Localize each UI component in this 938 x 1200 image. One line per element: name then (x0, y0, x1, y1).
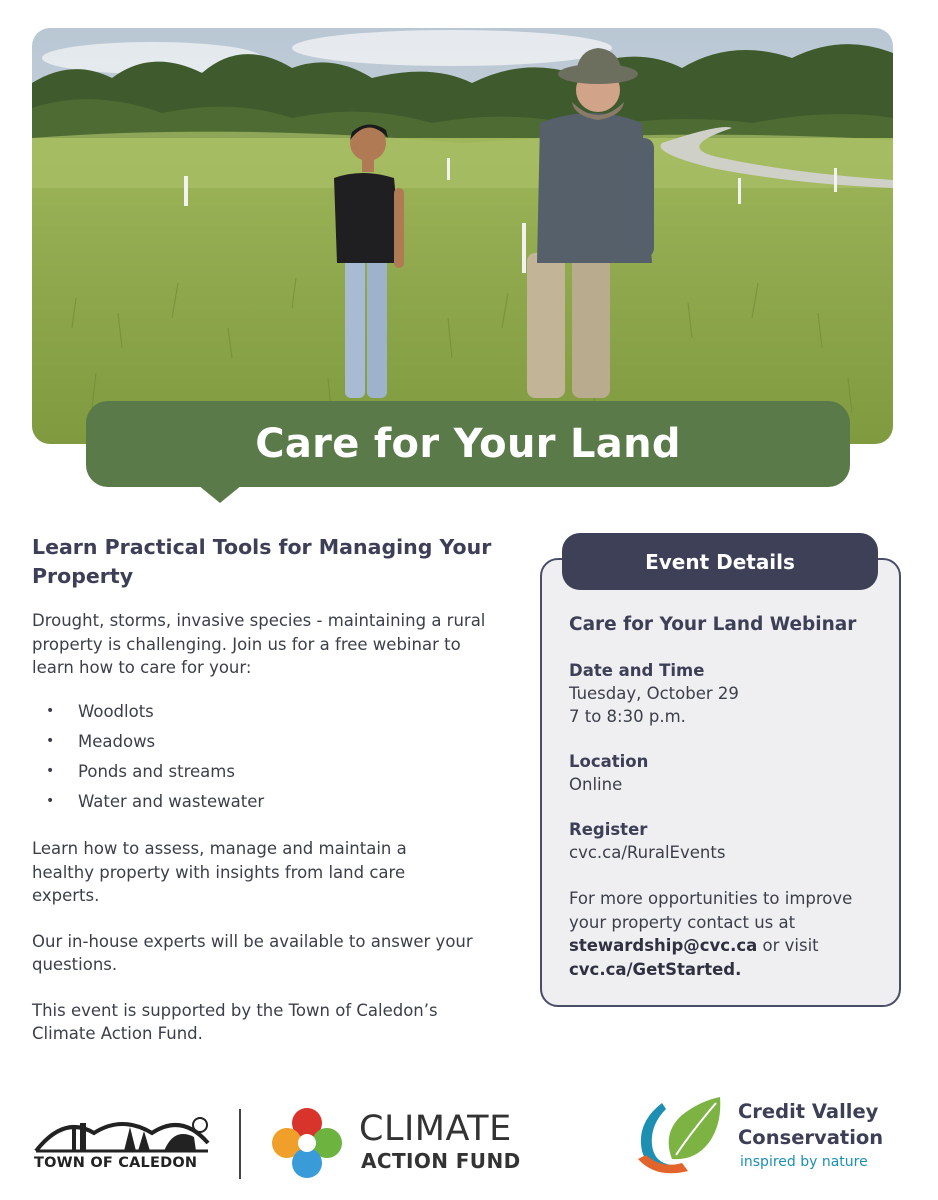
caf-line1: CLIMATE (359, 1109, 512, 1149)
logo-divider (239, 1109, 241, 1179)
list-item: • Woodlots (32, 700, 502, 724)
event-details-title: Event Details (645, 549, 795, 574)
more-text-1: For more opportunities to improve your property contact us at (569, 889, 853, 932)
page-title: Care for Your Land (255, 421, 681, 467)
location-value: Online (569, 775, 623, 794)
cvc-tagline: inspired by nature (740, 1154, 868, 1170)
time-value: 7 to 8:30 p.m. (569, 707, 686, 726)
list-item: • Meadows (32, 730, 502, 754)
town-of-caledon-logo (34, 1113, 210, 1153)
more-info-text (569, 887, 879, 981)
cvc-name (738, 1099, 883, 1151)
get-started-link[interactable]: cvc.ca/GetStarted. (569, 959, 742, 979)
caf-line2: ACTION FUND (361, 1149, 521, 1173)
intro-paragraph: Drought, storms, invasive species - maintaining a rural property is challenging. Join us for a free webinar to learn how to care for your: (32, 611, 486, 677)
date-label: Date and Time (569, 661, 705, 680)
climate-action-fund-icon (270, 1106, 344, 1180)
topics-list (32, 700, 502, 814)
location-label: Location (569, 752, 649, 771)
date-value: Tuesday, October 29 (569, 684, 739, 703)
title-banner (86, 401, 850, 487)
list-item: • Ponds and streams (32, 760, 502, 784)
register-block (569, 818, 879, 864)
support-paragraph: This event is supported by the Town of Caledon’s Climate Action Fund. (32, 1000, 438, 1043)
experts-paragraph: Our in-house experts will be available to answer your questions. (32, 931, 473, 974)
banner-pointer (198, 485, 242, 503)
credit-valley-conservation-leaf-icon (632, 1093, 724, 1177)
event-details-body (569, 612, 879, 981)
register-label: Register (569, 820, 648, 839)
meadow-photo-illustration (32, 28, 893, 444)
caledon-name: TOWN OF CALEDON (34, 1155, 198, 1171)
register-link[interactable]: cvc.ca/RuralEvents (569, 843, 726, 862)
stewardship-email-link[interactable]: stewardship@cvc.ca (569, 936, 758, 955)
hero-photo (32, 28, 893, 444)
more-text-2: or visit (757, 936, 819, 955)
event-details-header (562, 533, 878, 590)
cvc-name-line2: Conservation (738, 1126, 884, 1149)
event-name: Care for Your Land Webinar (569, 614, 857, 635)
date-block (569, 659, 879, 728)
description-column (32, 533, 502, 1046)
cvc-name-line1: Credit Valley (738, 1100, 879, 1123)
list-item: • Water and wastewater (32, 790, 502, 814)
assess-paragraph: Learn how to assess, manage and maintain a healthy property with insights from land care experts. (32, 839, 407, 905)
section-heading: Learn Practical Tools for Managing Your Property (32, 535, 492, 588)
location-block (569, 750, 879, 796)
